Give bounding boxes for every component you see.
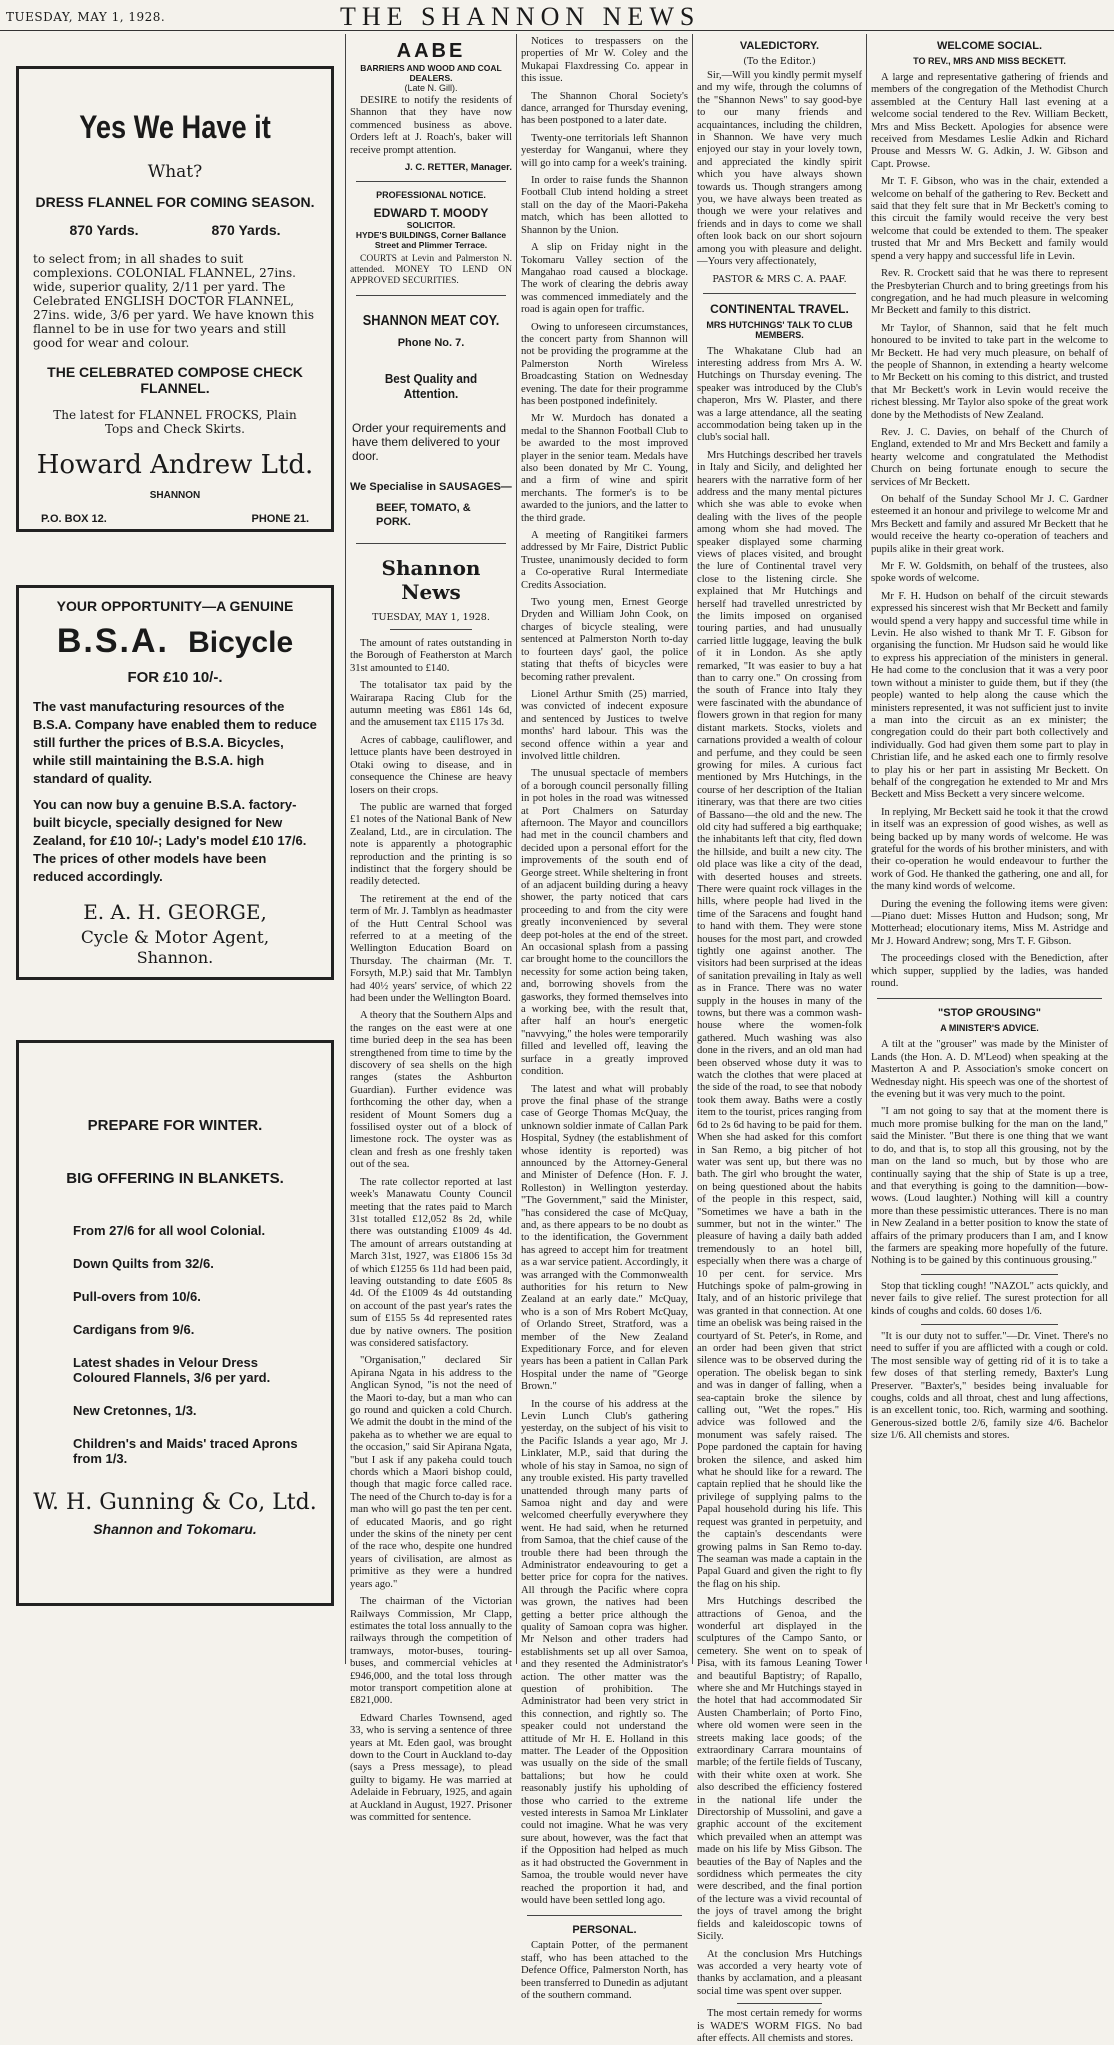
gunning-item: Down Quilts from 32/6.: [73, 1256, 214, 1271]
column-rule: [345, 34, 346, 1664]
grousing-sub: A MINISTER'S ADVICE.: [940, 1023, 1039, 1034]
valedictory-body: Sir,—Will you kindly permit myself and my wife, through the columns of the "Shannon News" to say good-bye to our many friends and acquaintances, including the children, in Shannon. We have very much enjoyed our stay in your lovely town, and appreciated the kindly spirit which you have always shown towards us. Though strangers among you, we have always been treated as though we were your relatives and friends and in days to come we shall often look back on our short sojourn among you with pleasure and delight.—Yours very affectionately,: [697, 70, 862, 268]
welcome-paragraph: A large and representative gathering of friends and members of the congregation of the Methodist Church assembled at the Century Hall last evening at a welcome social tendered to the Rev. William Beckett, Mrs and Miss Beckett. Apologies for absence were received from Mesdames Leslie Adkin and Richard Prouse and Messrs W. G. Adkin, J. W. Gibson and Capt. Prowse.: [871, 72, 1108, 170]
ad-latest: The latest for FLANNEL FROCKS, Plain Tops and Check Skirts.: [53, 408, 297, 436]
ad-town: SHANNON: [149, 490, 201, 501]
travel-paragraph: The Whakatane Club had an interesting address from Mrs A. W. Hutchings on Thursday evening. The speaker was introduced by the Club's chaperon, Mrs W. Plaster, and there was a large attendance, all the seating accommodation being taken up in the club's social hall.: [697, 345, 862, 444]
prof-body: COURTS at Levin and Palmerston N. attended. MONEY TO LEND ON APPROVED SECURITIES.: [350, 254, 512, 287]
travel-head: CONTINENTAL TRAVEL.: [710, 301, 849, 316]
grousing-paragraph: A tilt at the "grouser" was made by the Minister of Lands (the Hon. A. D. M'Leod) when speaking at the Masterton A and P. Association's smoke concert on Wednesday night. His speech was one of the shortest of the evening but it was very much to the point.: [871, 1039, 1108, 1101]
prof-name: EDWARD T. MOODY: [373, 206, 489, 221]
welcome-paragraph: In replying, Mr Beckett said he took it that the crowd in itself was an expression of good wishes, as well as being backed up by many words of welcome. He was grateful for the words of his brother ministers, and with their co-operation he would endeavour to further the work of God. He thanked the gathering, one and all, for the many kind words of welcome.: [871, 806, 1108, 893]
grousing-paragraph: "I am not going to say that at the moment there is much more promise bulking for the man on the land," said the Minister. "But there is one thing that we want to do, and that is, to stop all this grousing, not by the man on the land so much, but by those who are continually saying that the ship of State is up a tree, and that everything is going to the damnition—bow-wows. (Loud laughter.) Nothing will kill a country more than these pessimistic utterances. There is no man in New Zealand in a better position to know the state of affairs of the primary producers than I am, and I know the farmers are speaking more hopefully of the future. Nothing is to be gained by this continuous grousing.": [871, 1106, 1108, 1267]
news-date: TUESDAY, MAY 1, 1928.: [372, 612, 490, 624]
gunning-item: Children's and Maids' traced Aprons from 1/3.: [73, 1436, 298, 1466]
ad-firm: Howard Andrew Ltd.: [36, 450, 314, 480]
column-5: [871, 36, 1108, 1666]
news-title: Shannon News: [381, 556, 481, 605]
issue-date: TUESDAY, MAY 1, 1928.: [6, 10, 166, 24]
yards-right: 870 Yards.: [211, 222, 281, 238]
travel-paragraph: Mrs Hutchings described the attractions of Genoa, and the wonderful art displayed in the sculptures of the Campo Santo, or cemetery. She went on to speak of Pisa, with its famous Leaning Tower and beautiful Baptistry; of Rapallo, where she and Mr Hutchings stayed in the hotel that had accommodated Sir Austen Chamberlain; of Porto Fino, where old women were seen in the streets making lace goods; of the extraordinary Carrara mountains of marble; of the fertile fields of Tuscany, with their white oxen at work. She also described the efficiency fostered in the national life under the Directorship of Mussolini, and gave a graphic account of the excitement which prevailed when an attempt was made on his life by Miss Gibson. The beauties of the Bay of Naples and the sordidness which permeates the city were described, and the final portion of the lecture was a vivid recountal of the joys of travel among the bright fields and kaleidoscopic towns of Sicily.: [697, 1596, 862, 1943]
divider: [527, 1915, 682, 1916]
news-paragraph: Lionel Arthur Smith (25) married, was convicted of indecent exposure and sentenced by Justices to twelve months' hard labour. This was the second offence within a year and involved little children.: [521, 688, 688, 762]
news-paragraph: Mr W. Murdoch has donated a medal to the Shannon Football Club to be awarded to the most improved player in the senior team. Medals have also been donated by Mr C. Young, and a firm of wine and spirit merchants. The former's is to be awarded to the juniors, and the latter to the third grade.: [521, 413, 688, 524]
divider: [921, 1274, 1058, 1275]
valedictory-head: VALEDICTORY.: [739, 40, 820, 52]
aabe-title: AABE: [396, 40, 466, 62]
news-paragraph: The retirement at the end of the term of Mr. J. Tamblyn as headmaster of the Hutt Central School was referred to at a meeting of the Wellington Education Board on Thursday. The chairman (Mr. T. Forsyth, M.P.) said that Mr. Tamblyn had 40½ years' service, of which 22 had been under the Wellington Board.: [350, 893, 512, 1004]
news-paragraph: Edward Charles Townsend, aged 33, who is serving a sentence of three years at Mt. Eden gaol, was brought down to the Court in Auckland to-day (says a Press message), to plead guilty to bigamy. He was married at Adelaide in February, 1925, and again at Auckland in August, 1927. Prisoner was committed for sentence.: [350, 1712, 512, 1823]
travel-paragraph: At the conclusion Mrs Hutchings was accorded a very hearty vote of thanks by acclamation, and a pleasant social time was spent over supper.: [697, 1948, 862, 1997]
valedictory-to: (To the Editor.): [743, 56, 816, 67]
bsa-bicycle-ad: [16, 585, 334, 980]
aabe-subtitle: BARRIERS AND WOOD AND COAL DEALERS.: [360, 63, 502, 83]
aabe-late: (Late N. Gill).: [404, 83, 458, 93]
prof-role: SOLICITOR.: [406, 220, 456, 231]
welcome-paragraph: Mr F. H. Hudson on behalf of the circuit stewards expressed his sincerest wish that Mr Beckett and family would spend a very happy and successful time while in Levin. He also wished to thank Mr T. F. Gibson for organising the function. Mr Hudson said he would like to express his appreciation of the ministers in general. He had come to the conclusion that it was a very poor town without a minister to guide them, but if they (the people) wanted to help along the cause which the ministers represented, it was not sufficient just to invite a man into the circuit as an ex minister; the congregation could do their part both collectively and individually. God had given them some part to play in Christian life, and he asked each one to firmly resolve to play his or her part in assisting Mr Beckett. On behalf of the congregation he extended to Mr and Mrs Beckett and Miss Beckett a very sincere welcome.: [871, 590, 1108, 801]
news-paragraph: The public are warned that forged £1 notes of the National Bank of New Zealand, Ltd., are in circulation. The note is apparently a photographic reproduction and the printing is so indistinct that the forgery should be readily detected.: [350, 801, 512, 888]
gunning-blankets-ad: [16, 1040, 334, 1606]
masthead-rule: [0, 30, 1114, 31]
divider: [703, 293, 856, 294]
yards-left: 870 Yards.: [69, 222, 139, 238]
aabe-body: DESIRE to notify the residents of Shannon that they have now commenced business as above. Orders left at J. Roach's, baker will receive prompt attention.: [350, 95, 512, 156]
divider: [877, 998, 1102, 999]
news-paragraph: Notices to trespassers on the properties of Mr W. Coley and the Mukapai Flaxdressing Co. appear in this issue.: [521, 36, 688, 85]
welcome-paragraph: Mr F. W. Goldsmith, on behalf of the trustees, also spoke words of welcome.: [871, 561, 1108, 585]
yards-row: [33, 222, 317, 238]
ad-phone: PHONE 21.: [251, 513, 309, 525]
ad-flannel-line: DRESS FLANNEL FOR COMING SEASON.: [35, 194, 315, 210]
travel-sub: MRS HUTCHINGS' TALK TO CLUB MEMBERS.: [706, 319, 853, 340]
welcome-paragraph: Rev. J. C. Davies, on behalf of the Church of England, extended to Mr and Mrs Beckett and family a hearty welcome and congratulated the Methodist Church on being fortunate enough to secure the services of Mr Beckett.: [871, 426, 1108, 488]
bsa-firm: E. A. H. GEORGE,: [83, 900, 267, 924]
divider: [356, 543, 506, 544]
gunning-offer: BIG OFFERING IN BLANKETS.: [66, 1170, 284, 1187]
news-paragraph: The latest and what will probably prove the final phase of the strange case of George Thomas McQuay, the unknown soldier inmate of Callan Park Hospital, Sydney (the establishment of whose identity is reported) was announced by the Attorney-General and Minister of Defence (Hon. F. J. Rolleston) in Wellington yesterday. "The Government," said the Minister, "has considered the case of McQuay, and, as there appears to be no doubt as to the identification, the Government has agreed to accept him for treatment as a war service patient. Accordingly, it was arranged with the Commonwealth authorities for his return to New Zealand at an early date." McQuay, who is a son of Mrs Robert McQuay, of Orlando Street, Stratford, was a member of the New Zealand Expeditionary Force, and for eleven years has been a patient in Callan Park Hospital under the name of "George Brown.": [521, 1083, 688, 1393]
divider: [921, 1324, 1058, 1325]
bsa-brand: B.S.A.: [56, 622, 169, 660]
news-paragraph: The unusual spectacle of members of a borough council personally filling in pot holes in the road was witnessed at Port Chalmers on Saturday afternoon. The Mayor and councillors had met in the council chambers and decided upon a personal effort for the improvements of the south end of George street. While sheltering in front of an adjacent building during a heavy shower, the party noticed that cars proceeding to and from the city were greatly inconvenienced by several deep pot-holes at the end of the street. An occasional splash from a passing car brought home to the councillors the necessity for some action being taken, and, borrowing shovels from the gasworks, they formed themselves into a working bee, with the result that, after half an hour's energetic "navvying," the holes were temporarily filled and levelled off, leaving the surface in a greatly improved condition.: [521, 768, 688, 1078]
divider: [356, 181, 506, 182]
travel-paragraph: Mrs Hutchings described her travels in Italy and Sicily, and delighted her hearers with the narrative form of her address and the many mental pictures which she was able to evoke when dealing with the lives of the people among whom she had moved. The speaker displayed some charming views of places visited, and brought the lure of Continental travel very close to the listening circle. She explained that Mr Hutchings and herself had travelled unrestricted by the limits imposed on organised touring parties, and had unusually carried little luggage, leaving the bulk of it in London. As she aptly remarked, "It was easier to buy a hat than to carry one." On crossing from the south of France into Italy they were fascinated with the abundance of flowers grown in that region for many distant markets. Stocks, violets and carnations provided a wealth of colour and perfume, and they could be seen growing for miles. A curious fact mentioned by Mrs Hutchings, in the course of her description of the Italian itinerary, was that there are two cities of Bassano—the old and the new. The old city had suffered a big earthquake; the inhabitants left that city, fled down the hillside, and built a new city. The old place was like a city of the dead, with deserted houses and streets. There were quaint rock villages in the hills, where people had lived in the time of the Saracens and fought hand to hand with them. They were stone houses for the most part, and crowded tightly one against another. The visitors had been surprised at the ideas of sanitation prevailing in Italy as well as in France. There was no water supply in the houses in many of the towns, but there was a common wash-house where the women-folk gathered. Much washing was also done in the rivers, and an old man had been observed whose duty it was to watch the clothes that were placed at the side of the road, to see that nobody took them away. Baths were a costly item to the tourist, prices ranging from 6d to 2s 6d having to be paid for them. When she had asked for this comfort in San Remo, a big pitcher of hot water was sent up, but there was no bath. The girl who brought the water, on being questioned about the habits of the people in this respect, said, "Sometimes we have a bath in the summer, but not in the winter." The pleasure of having a daily bath added tremendously to an hotel bill, especially when there was a charge of 10 per cent. for service. Mrs Hutchings spoke of palm-growing in Italy, and of an historic privilege that was granted in that connection. At one time an obelisk was being raised in the courtyard of St. Peter's, in Rome, and an order had been given that strict silence was to be observed during the operation. The obelisk began to sink and was in danger of falling, when a sea-captain broke the silence by calling out, "Wet the ropes." His advice was followed and the monument was safely raised. The Pope pardoned the captain for having broken the silence, and asked him what he should like for a reward. The captain replied that he should like the privilege of supplying palms to the Papal household during his life. This request was granted in perpetuity, and the captain's descendants were growing palms in San Remo to-day. The seaman was made a captain in the Papal Guard and given the right to fly the flag on his ship.: [697, 449, 862, 1590]
gunning-item: Latest shades in Velour Dress Coloured Flannels, 3/6 per yard.: [73, 1355, 271, 1385]
bsa-body1: The vast manufacturing resources of the B.S.A. Company have enabled them to reduce still further the prices of B.S.A. Bicycles, while still maintaining the B.S.A. high standard of quality.: [33, 699, 317, 786]
gunning-item: Cardigans from 9/6.: [73, 1322, 195, 1337]
ad-check: THE CELEBRATED COMPOSE CHECK FLANNEL.: [47, 364, 303, 396]
meat-spec: We Specialise in SAUSAGES—: [350, 481, 512, 494]
ad-contact-row: [33, 513, 317, 525]
news-paragraph: A theory that the Southern Alps and the ranges on the east were at one time buried deep in the sea has been strengthened from time to time by the discovery of sea shells on the high ranges (states the Ashburton Guardian). Further evidence was forthcoming the other day, when a resident of Mount Somers dug a fossilised oyster out of a block of limestone rock. The oyster was as clean and fresh as one freshly taken out of the sea.: [350, 1010, 512, 1171]
news-paragraph: Twenty-one territorials left Shannon yesterday for Wanganui, where they will go into camp for a week's training.: [521, 132, 688, 169]
masthead: [0, 0, 1114, 30]
meat-order: Order your requirements and have them delivered to your door.: [352, 421, 507, 464]
news-paragraph: Owing to unforeseen circumstances, the concert party from Shannon will not be providing the programme at the Palmerston North Wireless Broadcasting Station on Wednesday evening. The date for their programme has been postponed indefinitely.: [521, 321, 688, 407]
gunning-item: Pull-overs from 10/6.: [73, 1289, 201, 1304]
bsa-agent: Cycle & Motor Agent,: [80, 928, 270, 948]
bsa-price: FOR £10 10/-.: [127, 669, 223, 686]
newspaper-title: THE SHANNON NEWS: [340, 2, 701, 31]
personal-head: PERSONAL.: [572, 1924, 637, 1937]
column-2: [350, 36, 512, 1823]
column-rule: [692, 34, 693, 1664]
valedictory-sign: PASTOR & MRS C. A. PAAF.: [712, 273, 847, 285]
welcome-paragraph: On behalf of the Sunday School Mr J. C. Gardner esteemed it an honour and privilege to welcome Mr and Mrs Beckett and family and assured Mr Beckett that he would receive the hearty co-operation of teachers and pupils alike in their great work.: [871, 494, 1108, 555]
meat-items: BEEF, TOMATO, & PORK.: [376, 502, 471, 529]
column-3: [521, 36, 688, 2001]
welcome-head: WELCOME SOCIAL.: [936, 40, 1043, 52]
bsa-brand-line: [33, 622, 317, 661]
news-paragraph: "Organisation," declared Sir Apirana Ngata in his address to the Anglican Synod, "is not the need of the Maori to-day, but a man who can go round and quicken a cold Church. We admit the doubt in the mind of the pakeha as to whether we are equal to the occasion," said Sir Apirana Ngata, "but I ask if any pakeha could touch chords which a Maori bishop could, though that magic force called race. The need of the Church to-day is for a man who will go past the ten per cent. of educated Maoris, and go right under the skins of the ninety per cent of the race who, despite one hundred years of civilisation, are almost as primitive as they were a hundred years ago.": [350, 1355, 512, 1590]
divider: [737, 2003, 822, 2004]
bsa-town: Shannon.: [136, 948, 214, 967]
news-paragraph: Two young men, Ernest George Dryden and William John Cook, on charges of bicycle stealing, were sentenced at Palmerston North to-day to fourteen days' gaol, the police stating that thefts of bicycles were becoming rather prevalent.: [521, 597, 688, 683]
personal-body: Captain Potter, of the permanent staff, who has been attached to the Defence Office, Palmerston North, has been transferred to Dunedin as adjutant of the southern command.: [521, 1940, 688, 2001]
welcome-paragraph: Rev. R. Crockett said that he was there to represent the Presbyterian Church and to bring greetings from his congregation, and he had much pleasure in welcoming Mr Beckett and family to this district.: [871, 268, 1108, 317]
gunning-firm: W. H. Gunning & Co, Ltd.: [33, 1490, 317, 1515]
news-paragraph: The rate collector reported at last week's Manawatu County Council meeting that the rates paid to March 31st totalled £12,052 8s 2d, while there was outstanding £1009 4s 4d. The amount of arrears outstanding at March 31st, 1927, was £1806 15s 3d of which £1255 6s 11d had been paid, leaving outstanding to date £605 8s 4d. Of the £1009 4s 4d outstanding on account of the past year's rates the sum of £155 5s 4d represented rates due by native owners. The position was considered satisfactory.: [350, 1176, 512, 1349]
ad-box: P.O. BOX 12.: [41, 513, 107, 525]
welcome-paragraph: Mr T. F. Gibson, who was in the chair, extended a welcome on behalf of the gathering to Rev. Beckett and said that they felt sure that in Mr Beckett's coming to this circuit the family would receive the very best welcome that could be extended to them. The speaker trusted that Mr and Mrs Beckett and family would spend a very happy and successful life in Levin.: [871, 176, 1108, 262]
divider: [356, 295, 506, 296]
ad-headline: Yes We Have it: [79, 109, 271, 145]
welcome-sub: TO REV., MRS AND MISS BECKETT.: [913, 56, 1066, 66]
prof-addr: HYDE'S BUILDINGS, Corner Ballance Street and Plimmer Terrace.: [355, 230, 507, 251]
column-rule: [866, 34, 867, 1664]
howard-andrew-ad: [16, 66, 334, 532]
ad-what: What?: [147, 162, 203, 182]
welcome-paragraph: Mr Taylor, of Shannon, said that he felt much honoured to be invited to take part in the welcome to Mr Beckett. He had very much pleasure, on behalf of the people of Shannon, in extending a hearty welcome to Mr Beckett on his coming to this district, and trusted that Mr Beckett's work in Levin would receive the richest blessing. Mr Taylor also spoke of the great work done by the Methodists of New Zealand.: [871, 322, 1108, 421]
gunning-item: From 27/6 for all wool Colonial.: [73, 1223, 266, 1238]
meat-title: SHANNON MEAT COY.: [362, 312, 500, 330]
worm-figs-ad: The most certain remedy for worms is WADE'S WORM FIGS. No bad after effects. All chemists and stores.: [697, 2008, 862, 2044]
grousing-head: "STOP GROUSING": [938, 1007, 1041, 1020]
aabe-sign: J. C. RETTER, Manager.: [404, 162, 512, 174]
news-paragraph: In the course of his address at the Levin Lunch Club's gathering yesterday, on the subject of his visit to the Pacific Islands a year ago, Mr J. Linklater, M.P., said that during the whole of his stay in Samoa, no sign of any trouble existed. His party travelled unattended through many parts of Samoa night and day and were welcomed cheerfully everywhere they went. He had said, when he returned from Samoa, that the chief cause of the trouble there had been through the Administrator endeavouring to get a better price for copra for the natives. All through the Pacific where copra was grown, the natives had been getting a better price although the quality of Samoan copra was higher. Mr Nelson and other traders had establishments set up all over Samoa, and they resented the Administrator's action. The other matter was the question of prohibition. The Administrator had been very strict in this connection, and rightly so. The speaker could not understand the attitude of Mr H. E. Holland in this matter. The Leader of the Opposition was usually on the side of the small battalions; but how he could reasonably justify his upholding of those who carried to the extreme vested interests in Samoa Mr Linklater could not imagine. What he was very sure about, however, was the fact that if the Opposition had helped as much as it had obstructed the Government in Samoa, the trouble would never have reached the proportion it had, and would have been settled long ago.: [521, 1398, 688, 1906]
news-paragraph: The amount of rates outstanding in the Borough of Featherston at March 31st amounted to £140.: [350, 638, 512, 674]
news-paragraph: The totalisator tax paid by the Wairarapa Racing Club for the autumn meeting was £861 14s 6d, and the amusement tax £115 17s 3d.: [350, 680, 512, 729]
news-paragraph: The Shannon Choral Society's dance, arranged for Thursday evening, has been postponed to a later date.: [521, 90, 688, 127]
meat-phone: Phone No. 7.: [397, 337, 465, 350]
news-paragraph: A slip on Friday night in the Tokomaru Valley section of the Mangahao road caused a blockage. The work of clearing the debris away was commenced immediately and the road is again open for traffic.: [521, 242, 688, 316]
bsa-bicycle: Bicycle: [188, 626, 294, 659]
ad-body: to select from; in all shades to suit complexions. COLONIAL FLANNEL, 27ins. wide, superior quality, 2/11 per yard. The Celebrated ENGLISH DOCTOR FLANNEL, 27ins. wide, 3/6 per yard. We have known this flannel to be in use for two years and still good for wear and colour.: [33, 252, 315, 350]
nazol-ad: Stop that tickling cough! "NAZOL" acts quickly, and never fails to give relief. The surest protection for all kinds of coughs and colds. 60 doses 1/6.: [871, 1280, 1108, 1317]
gunning-top: PREPARE FOR WINTER.: [87, 1117, 263, 1134]
welcome-paragraph: The proceedings closed with the Benediction, after which supper, supplied by the ladies, was handed round.: [871, 953, 1108, 990]
welcome-paragraph: During the evening the following items were given:—Piano duet: Misses Hutton and Hudson; song, Mr Motterhead; elocutionary items, Miss M. Astridge and Mr J. Howard Andrew; song, Mrs T. F. Gibson.: [871, 898, 1108, 947]
baxter-ad: "It is our duty not to suffer."—Dr. Vinet. There's no need to suffer if you are afflicted with a cough or cold. The most sensible way of getting rid of it is to take a few doses of that sterling remedy, Baxter's Lung Preserver. "Baxter's," besides being invaluable for coughs, colds and all throat, chest and lung affections, is an excellent tonic, too. Rich, warming and soothing. Generous-sized bottle 2/6, family size 4/6. Bachelor size 1/6. All chemists and stores.: [871, 1330, 1108, 1442]
news-paragraph: In order to raise funds the Shannon Football Club intend holding a street stall on the day of the Maori-Pakeha match, which has been allotted to Shannon by the Union.: [521, 175, 688, 236]
divider: [390, 629, 472, 630]
column-4: [697, 36, 862, 2044]
gunning-item: New Cretonnes, 1/3.: [73, 1403, 197, 1418]
news-paragraph: A meeting of Rangitikei farmers addressed by Mr Faire, District Public Trustee, unanimously decided to form a Co-operative Rural Intermediate Credits Association.: [521, 530, 688, 591]
bsa-body2: You can now buy a genuine B.S.A. factory-built bicycle, specially designed for New Zealand, for £10 10/-; Lady's model £10 17/6. The prices of other models have been reduced accordingly.: [33, 797, 307, 884]
news-paragraph: Acres of cabbage, cauliflower, and lettuce plants have been destroyed in Otaki owing to disease, and in consequence the Chinese are heavy losers on their crops.: [350, 734, 512, 796]
gunning-towns: Shannon and Tokomaru.: [93, 1521, 257, 1537]
column-rule: [516, 34, 517, 1664]
news-paragraph: The chairman of the Victorian Railways Commission, Mr Clapp, estimates the total loss annually to the railways through the competition of tramways, motor-buses, touring-buses, and commercial vehicles at £946,000, and the total loss through motor transport competition alone at £821,000.: [350, 1596, 512, 1707]
prof-head: PROFESSIONAL NOTICE.: [376, 190, 486, 201]
meat-quality: Best Quality and Attention.: [384, 371, 478, 402]
bsa-top: YOUR OPPORTUNITY—A GENUINE: [56, 598, 294, 614]
